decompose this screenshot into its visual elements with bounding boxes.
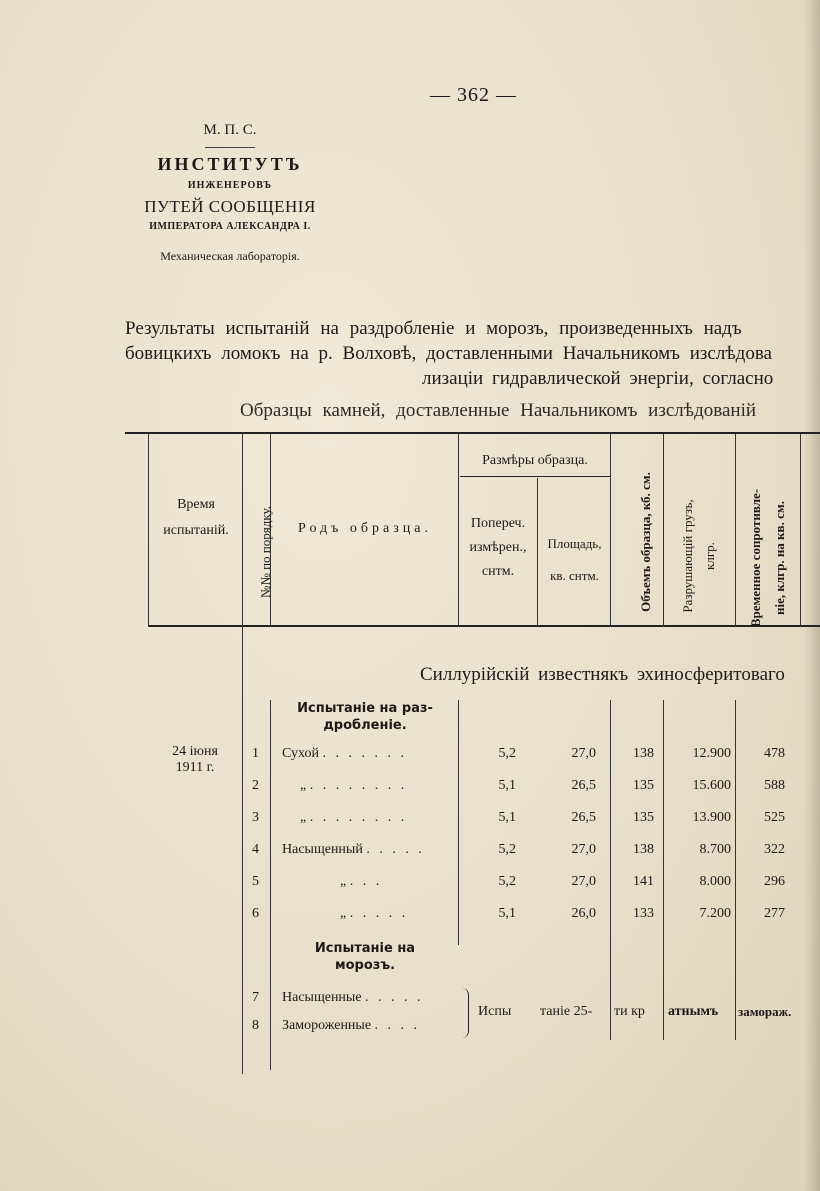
row-kind: „ . . . . . bbox=[340, 906, 409, 921]
table-top-rule bbox=[125, 432, 820, 434]
col-divider bbox=[537, 478, 538, 626]
page-edge-shadow bbox=[804, 0, 820, 1191]
header-load: Разрушающій грузъ, клгр. bbox=[680, 499, 717, 613]
title-line-4: Образцы камней, доставленные Начальникомъ изслѣдованій bbox=[240, 400, 757, 421]
col-divider bbox=[458, 700, 459, 945]
cell-area: 27,0 bbox=[571, 746, 596, 761]
row-number: 6 bbox=[252, 906, 259, 921]
header-kind: Родъ образца. bbox=[298, 521, 432, 536]
cell-cross: 5,1 bbox=[498, 778, 516, 793]
row-kind: Насыщенные . . . . . bbox=[282, 990, 424, 1005]
letterhead-institute: ИНСТИТУТЪ bbox=[157, 154, 303, 174]
cell-volume: 138 bbox=[633, 746, 654, 761]
test-date: 24 іюня 1911 г. bbox=[172, 744, 218, 775]
row-number: 1 bbox=[252, 746, 259, 761]
header-time: Время испытаній. bbox=[163, 497, 229, 538]
row-kind: Насыщенный . . . . . bbox=[282, 842, 425, 857]
cell-load: 12.900 bbox=[692, 746, 731, 761]
cell-resistance: 588 bbox=[764, 778, 785, 793]
header-cross: Попереч. измѣрен., снтм. bbox=[469, 516, 527, 579]
cell-area: 26,5 bbox=[571, 778, 596, 793]
cell-load: 13.900 bbox=[692, 810, 731, 825]
header-sizes: Размѣры образца. bbox=[482, 453, 588, 468]
row-number: 4 bbox=[252, 842, 259, 857]
frost-note-part: ти кр bbox=[614, 1004, 645, 1019]
header-area: Площадь, кв. снтм. bbox=[547, 536, 602, 583]
cell-cross: 5,1 bbox=[498, 906, 516, 921]
frost-note-part: атнымъ bbox=[668, 1004, 719, 1019]
row-kind: Замороженные . . . . bbox=[282, 1018, 421, 1033]
sizes-rule bbox=[460, 476, 610, 477]
col-divider bbox=[242, 434, 243, 1074]
header-resistance: Временное сопротивле- ніе, клгр. на кв. см. bbox=[748, 488, 787, 628]
frost-brace bbox=[462, 988, 469, 1038]
cell-cross: 5,1 bbox=[498, 810, 516, 825]
cell-cross: 5,2 bbox=[498, 874, 516, 889]
cell-resistance: 296 bbox=[764, 874, 785, 889]
row-kind: „ . . . bbox=[340, 874, 383, 889]
col-divider bbox=[458, 434, 459, 627]
cell-area: 27,0 bbox=[571, 874, 596, 889]
letterhead-engineers: ИНЖЕНЕРОВЪ bbox=[187, 180, 273, 191]
col-divider bbox=[663, 434, 664, 627]
cell-area: 27,0 bbox=[571, 842, 596, 857]
cell-volume: 133 bbox=[633, 906, 654, 921]
col-divider bbox=[735, 700, 736, 1040]
row-number: 8 bbox=[252, 1018, 259, 1033]
col-divider bbox=[735, 434, 736, 627]
letterhead-laboratory: Механическая лабораторія. bbox=[160, 249, 300, 263]
cell-load: 8.700 bbox=[699, 842, 731, 857]
row-number: 2 bbox=[252, 778, 259, 793]
cell-volume: 141 bbox=[633, 874, 654, 889]
header-number: №№ по порядку. bbox=[258, 506, 273, 598]
row-kind: Сухой . . . . . . . bbox=[282, 746, 407, 761]
title-line-2: бовицкихъ ломокъ на р. Волховѣ, доставленными Начальникомъ изслѣдова bbox=[125, 343, 772, 364]
col-divider bbox=[270, 700, 271, 1070]
frost-note-part: таніе 25- bbox=[540, 1004, 593, 1019]
cell-volume: 135 bbox=[633, 810, 654, 825]
row-number: 7 bbox=[252, 990, 259, 1005]
col-divider bbox=[610, 434, 611, 627]
letterhead-ways: ПУТЕЙ СООБЩЕНІЯ bbox=[144, 197, 316, 216]
cell-volume: 138 bbox=[633, 842, 654, 857]
cell-load: 15.600 bbox=[692, 778, 731, 793]
row-kind: „ . . . . . . . . bbox=[300, 810, 408, 825]
col-divider bbox=[610, 700, 611, 1040]
cell-cross: 5,2 bbox=[498, 842, 516, 857]
frost-note-part: замораж. bbox=[738, 1004, 792, 1019]
crush-heading: Испытаніе на раз- дробленіе. bbox=[297, 701, 433, 733]
cell-resistance: 478 bbox=[764, 746, 785, 761]
col-divider bbox=[663, 700, 664, 1040]
cell-area: 26,0 bbox=[571, 906, 596, 921]
frost-heading: Испытаніе на морозъ. bbox=[314, 941, 416, 973]
cell-cross: 5,2 bbox=[498, 746, 516, 761]
section-title: Силлурійскій известнякъ эхиносферитоваго bbox=[420, 664, 785, 685]
title-line-1: Результаты испытаній на раздробленіе и морозъ, произведенныхъ надъ bbox=[125, 318, 742, 339]
cell-volume: 135 bbox=[633, 778, 654, 793]
cell-load: 7.200 bbox=[699, 906, 731, 921]
header-volume: Объемъ образца, кб. см. bbox=[638, 472, 653, 612]
title-line-3: лизаціи гидравлической энергіи, согласно bbox=[422, 368, 774, 389]
cell-load: 8.000 bbox=[699, 874, 731, 889]
row-number: 3 bbox=[252, 810, 259, 825]
cell-area: 26,5 bbox=[571, 810, 596, 825]
col-divider bbox=[148, 434, 149, 627]
cell-resistance: 525 bbox=[764, 810, 785, 825]
row-kind: „ . . . . . . . . bbox=[300, 778, 408, 793]
letterhead-rule bbox=[205, 147, 255, 148]
page-number: — 362 — bbox=[430, 84, 517, 106]
letterhead-ministry: М. П. С. bbox=[203, 122, 257, 138]
col-divider bbox=[800, 434, 801, 627]
cell-resistance: 322 bbox=[764, 842, 785, 857]
row-number: 5 bbox=[252, 874, 259, 889]
cell-resistance: 277 bbox=[764, 906, 785, 921]
letterhead-emperor: ИМПЕРАТОРА АЛЕКСАНДРА I. bbox=[149, 221, 311, 232]
frost-note-part: Испы bbox=[478, 1004, 512, 1019]
